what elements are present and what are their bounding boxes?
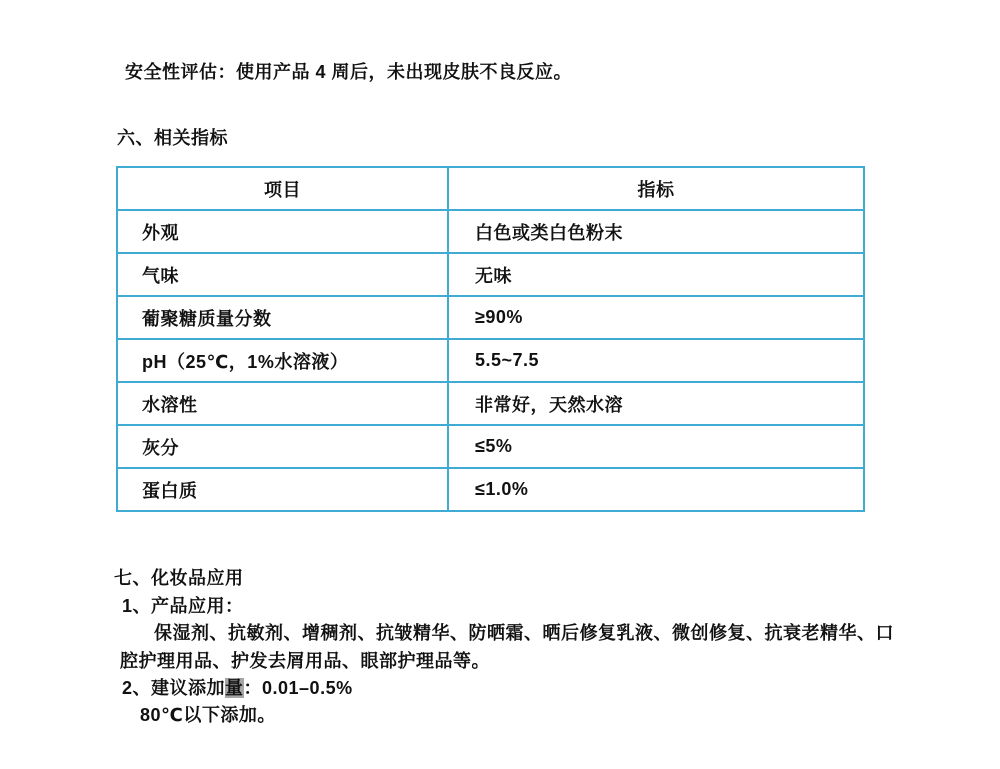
- temperature-note: 80℃以下添加。: [140, 705, 276, 725]
- spec-table: [116, 166, 865, 512]
- row-solubility-value: 非常好，天然水溶: [448, 382, 864, 425]
- table-header-item: 项目: [117, 167, 448, 210]
- dosage-prefix: 2、建议添加: [122, 678, 226, 698]
- applications-paragraph-line-1: 保湿剂、抗敏剂、增稠剂、抗皱精华、防晒霜、晒后修复乳液、微创修复、抗衰老精华、口: [154, 623, 894, 643]
- safety-assessment-line: 安全性评估：使用产品 4 周后，未出现皮肤不良反应。: [125, 62, 573, 82]
- table-row: [117, 468, 864, 511]
- row-odor-value: 无味: [448, 253, 864, 296]
- table-header-row: [117, 167, 864, 210]
- section-7-heading: 七、化妆品应用: [114, 568, 244, 588]
- table-row: [117, 296, 864, 339]
- row-ash-value: ≤5%: [448, 425, 864, 468]
- applications-paragraph-line-2: 腔护理用品、护发去屑用品、眼部护理品等。: [120, 651, 490, 671]
- product-application-label: 1、产品应用：: [122, 596, 244, 616]
- table-header-indicator: 指标: [448, 167, 864, 210]
- table-row: [117, 339, 864, 382]
- row-solubility-label: 水溶性: [117, 382, 448, 425]
- dosage-value: ：0.01–0.5%: [243, 678, 353, 698]
- row-appearance-label: 外观: [117, 210, 448, 253]
- dosage-highlighted-char: 量: [225, 678, 244, 698]
- row-dextran-content-label: 葡聚糖质量分数: [117, 296, 448, 339]
- table-row: [117, 253, 864, 296]
- row-dextran-content-value: ≥90%: [448, 296, 864, 339]
- table-row: [117, 210, 864, 253]
- table-row: [117, 382, 864, 425]
- row-ph-value: 5.5~7.5: [448, 339, 864, 382]
- row-appearance-value: 白色或类白色粉末: [448, 210, 864, 253]
- section-6-heading: 六、相关指标: [117, 128, 228, 148]
- recommended-dosage-line: [122, 677, 353, 699]
- row-odor-label: 气味: [117, 253, 448, 296]
- row-ash-label: 灰分: [117, 425, 448, 468]
- row-ph-label: pH（25℃，1%水溶液）: [117, 339, 448, 382]
- row-protein-label: 蛋白质: [117, 468, 448, 511]
- row-protein-value: ≤1.0%: [448, 468, 864, 511]
- table-row: [117, 425, 864, 468]
